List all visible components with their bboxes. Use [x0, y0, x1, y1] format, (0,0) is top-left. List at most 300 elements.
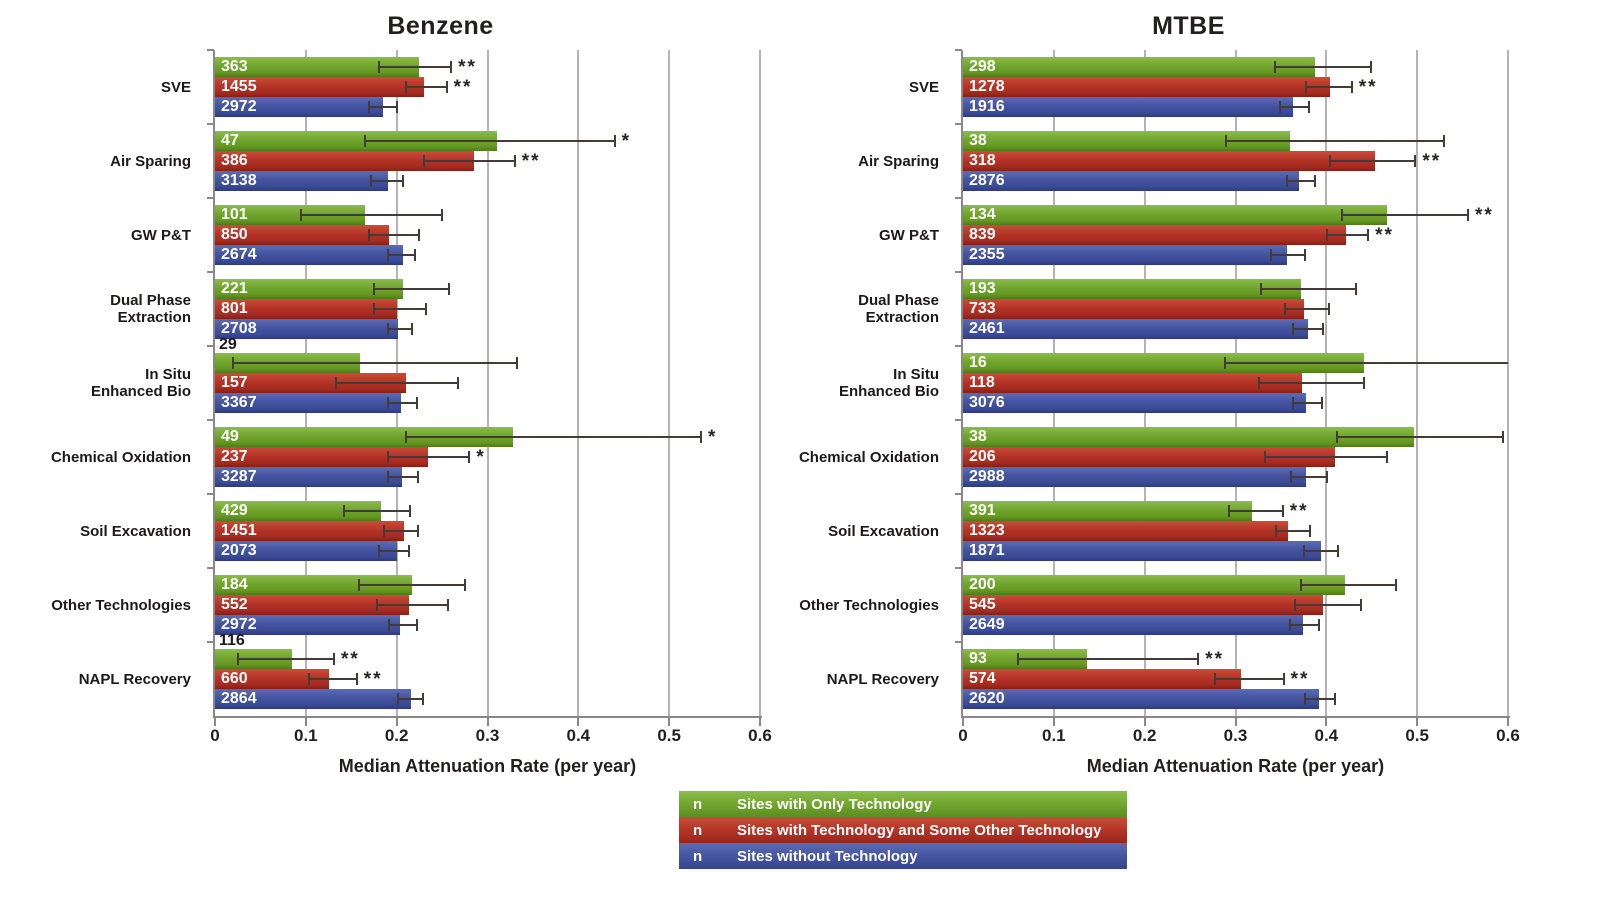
- significance-marker: **: [1289, 501, 1309, 522]
- bar-n-label: 839: [969, 226, 996, 243]
- bar-without-technology: [963, 393, 1306, 413]
- bar-without-technology: [963, 97, 1293, 117]
- y-tick-mark: [955, 641, 962, 643]
- category-label-line: NAPL Recovery: [78, 670, 191, 688]
- error-bar-cap-low: [364, 135, 366, 147]
- legend-symbol: n: [693, 821, 703, 839]
- error-bar-cap-high: [446, 81, 448, 93]
- error-bar-cap-high: [450, 61, 452, 73]
- error-bar-cap-low: [1290, 471, 1292, 483]
- error-bar-line: [369, 234, 419, 236]
- y-tick-mark: [955, 271, 962, 273]
- significance-marker: *: [621, 131, 632, 152]
- bar-n-label: 850: [221, 226, 248, 243]
- bar-only-technology: [963, 205, 1387, 225]
- error-bar-cap-low: [387, 451, 389, 463]
- error-bar-cap-low: [1274, 61, 1276, 73]
- error-bar-cap-low: [1304, 693, 1306, 705]
- y-tick-mark: [955, 49, 962, 51]
- error-bar-line: [371, 180, 403, 182]
- error-bar-line: [388, 456, 470, 458]
- bar-n-label: 2708: [221, 320, 257, 337]
- error-bar-line: [1271, 254, 1306, 256]
- bar-n-label: 206: [969, 448, 996, 465]
- error-bar-line: [406, 86, 447, 88]
- error-bar-cap-low: [1294, 599, 1296, 611]
- significance-marker: **: [340, 649, 360, 670]
- gridline: [668, 50, 670, 716]
- error-bar-line: [1259, 382, 1363, 384]
- category-label-line: Chemical Oxidation: [798, 448, 939, 466]
- error-bar-cap-high: [416, 619, 418, 631]
- x-tick-label: 0.4: [1314, 726, 1339, 745]
- bar-n-label: 116: [219, 632, 245, 649]
- error-bar-cap-high: [1502, 431, 1504, 443]
- error-bar-line: [377, 604, 448, 606]
- error-bar-line: [1327, 234, 1368, 236]
- error-bar-cap-low: [397, 693, 399, 705]
- error-bar-line: [1287, 180, 1315, 182]
- x-tick-mark: [305, 718, 307, 726]
- category-label-line: Dual Phase: [858, 292, 939, 309]
- significance-marker: **: [1375, 225, 1394, 246]
- error-bar-cap-low: [373, 303, 375, 315]
- category-label-line: Soil Excavation: [828, 522, 939, 540]
- bar-n-label: 16: [969, 354, 987, 371]
- category-label-line: Extraction: [865, 309, 939, 326]
- bar-without-technology: [963, 615, 1303, 635]
- error-bar-cap-high: [1467, 209, 1469, 221]
- error-bar-cap-high: [700, 431, 702, 443]
- bar-n-label: 1278: [969, 78, 1005, 95]
- bar-n-label: 429: [221, 502, 248, 519]
- bar-n-label: 1323: [969, 522, 1005, 539]
- error-bar-cap-low: [300, 209, 302, 221]
- error-bar-line: [1215, 678, 1284, 680]
- legend-label: Sites with Only Technology: [737, 795, 932, 813]
- error-bar-cap-high: [514, 155, 516, 167]
- bar-n-label: 184: [221, 576, 248, 593]
- error-bar-line: [1261, 288, 1356, 290]
- error-bar-line: [1285, 308, 1330, 310]
- bar-without-technology: [963, 541, 1321, 561]
- bar-n-label: 193: [969, 280, 996, 297]
- error-bar-cap-high: [408, 545, 410, 557]
- mtbe-category-labels: [751, 50, 951, 716]
- category-label-line: Enhanced Bio: [838, 383, 939, 400]
- x-axis-line: [961, 716, 1510, 718]
- error-bar-line: [389, 624, 416, 626]
- x-tick-mark: [759, 718, 761, 726]
- error-bar-cap-high: [1318, 619, 1320, 631]
- bar-without-technology: [963, 467, 1306, 487]
- bar-n-label: 134: [969, 206, 996, 223]
- y-tick-mark: [207, 419, 214, 421]
- error-bar-cap-high: [1322, 323, 1324, 335]
- bar-n-label: 2073: [221, 542, 257, 559]
- error-bar-cap-low: [1017, 653, 1019, 665]
- error-bar-cap-high: [1414, 155, 1416, 167]
- y-tick-mark: [207, 197, 214, 199]
- x-tick-label: 0.3: [1223, 726, 1248, 745]
- bar-n-label: 386: [221, 152, 248, 169]
- category-label-line: Air Sparing: [858, 152, 939, 170]
- x-tick-label: 0.2: [384, 726, 409, 745]
- category-label-line: GW P&T: [131, 226, 191, 244]
- category-label: [751, 198, 939, 272]
- mtbe-x-axis-label: Median Attenuation Rate (per year): [1086, 756, 1385, 776]
- bar-n-label: 2864: [221, 690, 257, 707]
- error-bar-cap-low: [378, 545, 380, 557]
- x-tick-label: 0.5: [657, 726, 681, 745]
- error-bar-cap-high: [1326, 471, 1328, 483]
- category-label: [751, 642, 939, 716]
- legend-row-technology-and-other: [679, 817, 1127, 843]
- significance-marker: *: [707, 427, 718, 448]
- error-bar-cap-high: [418, 229, 420, 241]
- error-bar-cap-high: [1443, 135, 1445, 147]
- bar-n-label: 38: [969, 428, 987, 445]
- category-label-line: Soil Excavation: [80, 522, 191, 540]
- legend-label: Sites with Technology and Some Other Technology: [737, 821, 1102, 839]
- x-tick-mark: [214, 718, 216, 726]
- error-bar-cap-high: [448, 283, 450, 295]
- error-bar-line: [1306, 86, 1351, 88]
- error-bar-line: [379, 550, 410, 552]
- error-bar-line: [384, 530, 419, 532]
- category-label: [751, 124, 939, 198]
- y-tick-mark: [207, 345, 214, 347]
- error-bar-cap-low: [1292, 323, 1294, 335]
- error-bar-cap-high: [468, 451, 470, 463]
- bar-n-label: 237: [221, 448, 248, 465]
- significance-marker: **: [363, 669, 383, 690]
- error-bar-cap-low: [308, 673, 310, 685]
- x-tick-label: 0.6: [748, 726, 772, 745]
- error-bar-cap-low: [370, 175, 372, 187]
- significance-marker: **: [1422, 151, 1442, 172]
- bar-without-technology: [963, 245, 1287, 265]
- error-bar-line: [309, 678, 356, 680]
- error-bar-cap-low: [343, 505, 345, 517]
- error-bar-cap-high: [1197, 653, 1199, 665]
- category-label-line: Extraction: [117, 309, 191, 326]
- category-label-line: NAPL Recovery: [826, 670, 939, 688]
- y-tick-mark: [207, 493, 214, 495]
- significance-marker: *: [476, 447, 486, 468]
- error-bar-cap-low: [1270, 249, 1272, 261]
- bar-technology-and-other: [963, 373, 1302, 393]
- bar-n-label: 118: [969, 374, 995, 391]
- x-tick-mark: [577, 718, 579, 726]
- x-tick-mark: [1325, 718, 1327, 726]
- error-bar-cap-high: [422, 693, 424, 705]
- error-bar-line: [1305, 698, 1336, 700]
- error-bar-cap-high: [425, 303, 427, 315]
- error-bar-cap-high: [1308, 101, 1310, 113]
- category-label-line: In Situ: [145, 366, 191, 383]
- bar-without-technology: [963, 319, 1308, 339]
- gridline: [759, 50, 761, 716]
- error-bar-line: [1225, 362, 1508, 364]
- error-bar-cap-low: [1224, 357, 1226, 369]
- error-bar-cap-low: [1292, 397, 1294, 409]
- bar-n-label: 660: [221, 670, 248, 687]
- error-bar-cap-low: [373, 283, 375, 295]
- error-bar-cap-high: [1360, 599, 1362, 611]
- error-bar-line: [388, 254, 415, 256]
- error-bar-line: [1337, 436, 1503, 438]
- error-bar-line: [1295, 604, 1361, 606]
- category-label: [3, 272, 191, 346]
- error-bar-cap-high: [1395, 579, 1397, 591]
- x-tick-mark: [1416, 718, 1418, 726]
- error-bar-cap-low: [1284, 303, 1286, 315]
- error-bar-cap-high: [457, 377, 459, 389]
- error-bar-cap-low: [1279, 101, 1281, 113]
- error-bar-cap-high: [1309, 525, 1311, 537]
- y-tick-mark: [955, 197, 962, 199]
- category-label-line: Air Sparing: [110, 152, 191, 170]
- y-tick-mark: [207, 271, 214, 273]
- legend-label: Sites without Technology: [737, 847, 918, 865]
- error-bar-cap-high: [1321, 397, 1323, 409]
- error-bar-line: [1330, 160, 1415, 162]
- category-label: [751, 568, 939, 642]
- bar-n-label: 29: [219, 336, 237, 353]
- error-bar-cap-low: [1214, 673, 1216, 685]
- error-bar-cap-low: [387, 249, 389, 261]
- bar-without-technology: [963, 689, 1319, 709]
- legend-row-only-technology: [679, 791, 1127, 817]
- error-bar-cap-high: [516, 357, 518, 369]
- error-bar-line: [1276, 530, 1310, 532]
- error-bar-cap-high: [1314, 175, 1316, 187]
- x-tick-mark: [668, 718, 670, 726]
- error-bar-line: [365, 140, 615, 142]
- benzene-x-tick-labels: [210, 726, 772, 748]
- bar-n-label: 2988: [969, 468, 1005, 485]
- significance-marker: **: [521, 151, 541, 172]
- error-bar-cap-high: [396, 101, 398, 113]
- bar-only-technology: [963, 279, 1301, 299]
- error-bar-line: [1293, 402, 1322, 404]
- error-bar-line: [1018, 658, 1198, 660]
- bar-without-technology: [963, 171, 1299, 191]
- bar-n-label: 93: [969, 650, 987, 667]
- error-bar-cap-high: [356, 673, 358, 685]
- x-tick-label: 0.4: [566, 726, 591, 745]
- error-bar-line: [1275, 66, 1370, 68]
- bar-technology-and-other: [963, 77, 1330, 97]
- error-bar-line: [1290, 624, 1319, 626]
- error-bar-cap-low: [376, 599, 378, 611]
- error-bar-cap-low: [387, 471, 389, 483]
- bar-n-label: 391: [969, 502, 996, 519]
- y-tick-mark: [955, 123, 962, 125]
- bar-technology-and-other: [963, 595, 1323, 615]
- x-tick-label: 0: [958, 726, 968, 745]
- category-label-line: Other Technologies: [799, 596, 939, 614]
- error-bar-line: [388, 402, 417, 404]
- error-bar-cap-low: [1300, 579, 1302, 591]
- bar-technology-and-other: [963, 521, 1288, 541]
- error-bar-cap-high: [447, 599, 449, 611]
- bar-technology-and-other: [963, 299, 1304, 319]
- error-bar-line: [1226, 140, 1445, 142]
- bar-n-label: 221: [221, 280, 248, 297]
- error-bar-cap-high: [1351, 81, 1353, 93]
- error-bar-cap-low: [237, 653, 239, 665]
- x-tick-mark: [1507, 718, 1509, 726]
- x-tick-mark: [1235, 718, 1237, 726]
- x-tick-mark: [396, 718, 398, 726]
- error-bar-line: [1301, 584, 1396, 586]
- category-label: [3, 642, 191, 716]
- error-bar-cap-high: [417, 525, 419, 537]
- error-bar-line: [336, 382, 459, 384]
- error-bar-cap-low: [1286, 175, 1288, 187]
- category-label: [3, 494, 191, 568]
- error-bar-line: [1265, 456, 1387, 458]
- x-tick-mark: [1053, 718, 1055, 726]
- error-bar-cap-high: [1334, 693, 1336, 705]
- error-bar-cap-low: [378, 61, 380, 73]
- error-bar-line: [379, 66, 452, 68]
- error-bar-cap-low: [1275, 525, 1277, 537]
- x-tick-label: 0.2: [1132, 726, 1157, 745]
- category-label-line: SVE: [160, 78, 191, 96]
- chart-title-benzene: Benzene: [387, 12, 494, 40]
- error-bar-cap-high: [409, 505, 411, 517]
- error-bar-cap-low: [1303, 545, 1305, 557]
- category-label: [3, 420, 191, 494]
- bar-n-label: 545: [969, 596, 996, 613]
- error-bar-line: [1293, 328, 1323, 330]
- bar-n-label: 2972: [221, 98, 257, 115]
- significance-marker: **: [1358, 77, 1378, 98]
- significance-marker: **: [453, 77, 473, 98]
- bar-n-label: 3138: [221, 172, 257, 189]
- x-tick-mark: [962, 718, 964, 726]
- category-label-line: GW P&T: [879, 226, 939, 244]
- error-bar-line: [374, 288, 449, 290]
- y-tick-mark: [207, 641, 214, 643]
- x-tick-label: 0: [210, 726, 220, 745]
- bar-n-label: 2620: [969, 690, 1005, 707]
- error-bar-line: [1229, 510, 1283, 512]
- bar-n-label: 1455: [221, 78, 257, 95]
- error-bar-cap-low: [368, 101, 370, 113]
- significance-marker: **: [1475, 205, 1494, 226]
- bar-n-label: 47: [221, 132, 239, 149]
- error-bar-line: [424, 160, 515, 162]
- bar-n-label: 1451: [221, 522, 257, 539]
- bar-n-label: 3287: [221, 468, 257, 485]
- error-bar-cap-high: [441, 209, 443, 221]
- legend-symbol: n: [693, 795, 703, 813]
- category-label-line: Other Technologies: [51, 596, 191, 614]
- category-label-line: Enhanced Bio: [90, 383, 191, 400]
- bar-n-label: 318: [969, 152, 996, 169]
- bar-n-label: 2355: [969, 246, 1005, 263]
- bar-n-label: 1916: [969, 98, 1005, 115]
- category-label: [3, 124, 191, 198]
- bar-n-label: 3367: [221, 394, 257, 411]
- error-bar-cap-low: [1326, 229, 1328, 241]
- bar-n-label: 2674: [221, 246, 257, 263]
- error-bar-cap-high: [1355, 283, 1357, 295]
- error-bar-line: [238, 658, 334, 660]
- y-tick-mark: [207, 49, 214, 51]
- mtbe-x-tick-labels: [958, 726, 1520, 748]
- error-bar-cap-low: [1336, 431, 1338, 443]
- error-bar-cap-low: [423, 155, 425, 167]
- bar-technology-and-other: [963, 225, 1346, 245]
- error-bar-cap-high: [1328, 303, 1330, 315]
- x-tick-label: 0.1: [294, 726, 318, 745]
- bar-only-technology: [963, 57, 1315, 77]
- bar-n-label: 2461: [969, 320, 1005, 337]
- error-bar-cap-low: [388, 619, 390, 631]
- category-label: [3, 346, 191, 420]
- error-bar-cap-low: [1258, 377, 1260, 389]
- category-label: [751, 272, 939, 346]
- error-bar-line: [374, 308, 426, 310]
- bar-n-label: 200: [969, 576, 996, 593]
- error-bar-line: [1291, 476, 1327, 478]
- bar-n-label: 1871: [969, 542, 1005, 559]
- error-bar-cap-high: [1283, 673, 1285, 685]
- bar-n-label: 38: [969, 132, 987, 149]
- bar-n-label: 101: [221, 206, 248, 223]
- error-bar-cap-low: [1264, 451, 1266, 463]
- y-tick-mark: [955, 419, 962, 421]
- error-bar-line: [1280, 106, 1309, 108]
- significance-marker: **: [458, 57, 477, 78]
- error-bar-cap-low: [1329, 155, 1331, 167]
- gridline: [577, 50, 579, 716]
- error-bar-cap-low: [358, 579, 360, 591]
- benzene-x-axis-label: Median Attenuation Rate (per year): [338, 756, 637, 776]
- chart-title-mtbe: MTBE: [1152, 12, 1225, 40]
- error-bar-line: [388, 476, 419, 478]
- error-bar-cap-high: [416, 397, 418, 409]
- bar-n-label: 2972: [221, 616, 257, 633]
- error-bar-line: [388, 328, 413, 330]
- bar-technology-and-other: [963, 669, 1241, 689]
- bar-n-label: 733: [969, 300, 996, 317]
- bar-n-label: 298: [969, 58, 996, 75]
- x-tick-label: 0.3: [475, 726, 500, 745]
- error-bar-line: [301, 214, 442, 216]
- bar-only-technology: [963, 575, 1345, 595]
- category-label: [751, 50, 939, 124]
- error-bar-cap-high: [1367, 229, 1369, 241]
- error-bar-cap-low: [232, 357, 234, 369]
- error-bar-cap-high: [411, 323, 413, 335]
- error-bar-cap-low: [405, 431, 407, 443]
- error-bar-cap-low: [1341, 209, 1343, 221]
- error-bar-cap-high: [1370, 61, 1372, 73]
- y-tick-mark: [207, 123, 214, 125]
- x-tick-label: 0.1: [1042, 726, 1066, 745]
- error-bar-cap-high: [1363, 377, 1365, 389]
- category-label-line: Chemical Oxidation: [50, 448, 191, 466]
- bar-n-label: 157: [221, 374, 248, 391]
- x-tick-mark: [487, 718, 489, 726]
- x-axis-line: [213, 716, 762, 718]
